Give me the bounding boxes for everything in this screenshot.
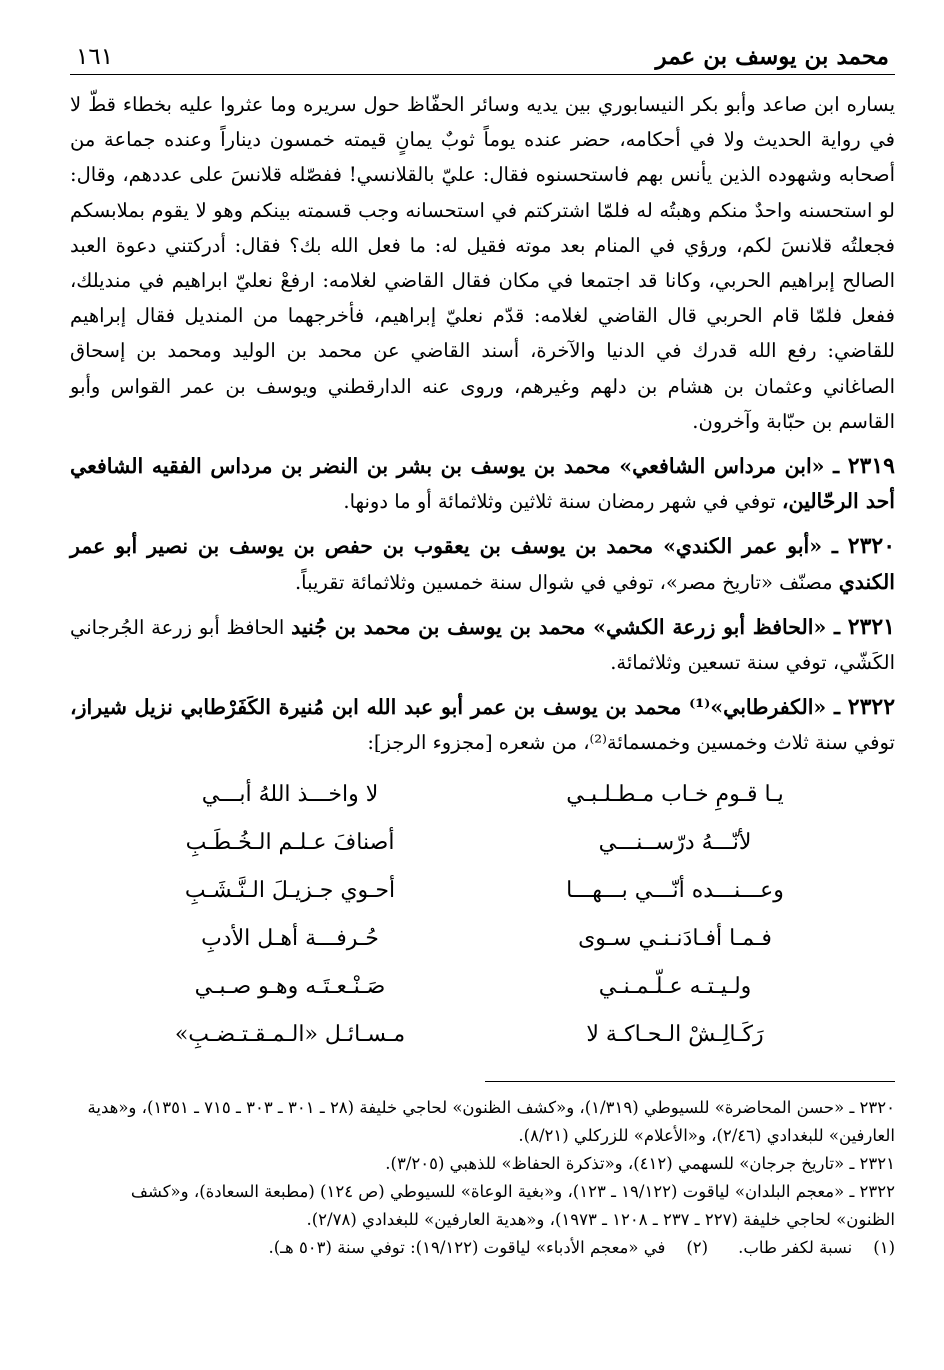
verse-second-half: أحـوي جـزيـلَ الـنَّـشَـبِ	[184, 878, 396, 904]
entry-number: ٢٣٢١	[847, 613, 895, 640]
source-note: ٢٣٢٠ ـ «حسن المحاضرة» للسيوطي (١/٣١٩)، و«كشف الظنون» لحاجي خليفة (٢٨ ـ ٣٠١ ـ ٣٠٣ ـ ٧١٥ ـ ١٣٥١)، و«هدية العارفين» للبغدادي (٢/٤٦)، و«الأعلام» للزركلي (٨/٢١).	[87, 1097, 895, 1145]
entry-text: توفي سنة ثلاث وخمسين وخمسمائة⁽²⁾، من شعره [مجزوء الرجز]:	[367, 731, 895, 755]
entry-lead: «أبو عمر الكندي» محمد بن يوسف بن يعقوب بن حفص بن يوسف بن نصير أبو عمر الكندي	[70, 534, 895, 594]
entry-heading: ٢٣٢٢ ـ «الكفرطابي»⁽¹⁾ محمد بن يوسف بن عمر أبو عبد الله ابن مُنيرة الكَفَرْطابي نزيل شيراز،	[70, 694, 896, 721]
footnote	[268, 1234, 708, 1262]
footnote-text: في «معجم الأدباء» لياقوت (١٩/١٢٢): توفي سنة (٥٠٣ هـ).	[268, 1237, 666, 1257]
entry-text: توفي في شهر رمضان سنة ثلاثين وثلاثمائة أو ما دونها.	[343, 490, 782, 514]
entry-lead: «الحافظ أبو زرعة الكشي» محمد بن يوسف بن محمد بن جُنيد	[291, 614, 827, 639]
poem-verse	[70, 819, 895, 867]
entry-text: مصنّف «تاريخ مصر»، توفي في شوال سنة خمسين وثلاثمائة تقريباً.	[294, 570, 839, 594]
entry-text: الحافظ أبو زرعة الجُرجاني الكَشّي، توفي سنة تسعين وثلاثمائة.	[70, 615, 895, 675]
page-number: ١٦١	[76, 44, 114, 70]
verse-first-half: فـمـا أفـادَنـنـي سـوى	[578, 926, 772, 952]
source-note: ٢٣٢٢ ـ «معجم البلدان» لياقوت (١٩/١٢٢ ـ ١٢٣)، و«بغية الوعاة» للسيوطي (ص ١٢٤) (مطبعة السعادة)، و«كشف الظنون» لحاجي خليفة (٢٢٧ ـ ٢٣٧ ـ ١٢٠٨ ـ ١٩٧٣)، و«هدية العارفين» للبغدادي (٢/٧٨).	[130, 1181, 895, 1229]
poem-verse	[70, 963, 895, 1011]
footnotes	[70, 1234, 895, 1262]
entry-number: ٢٣١٩	[847, 453, 895, 480]
book-page	[70, 30, 895, 1262]
biography-entry	[70, 690, 895, 760]
verse-first-half: لأنّـــهُ درّســنـــي	[598, 830, 752, 856]
notes-divider	[485, 1081, 895, 1082]
verse-first-half: ولـيـتـه عـلّـمـنـي	[598, 974, 752, 1000]
biography-entry	[70, 449, 895, 519]
verse-first-half: يـا قـومِ خـاب مـطـلـبـي	[566, 782, 784, 808]
entry-heading: ٢٣٢٠ ـ «أبو عمر الكندي» محمد بن يوسف بن يعقوب بن حفص بن يوسف بن نصير أبو عمر الكندي	[70, 533, 896, 594]
entry-heading: ٢٣١٩ ـ «ابن مرداس الشافعي» محمد بن يوسف بن بشر بن النضر بن مرداس الفقيه الشافعي أحد الرحّالين،	[70, 453, 895, 514]
footnote-marker: (٢)	[686, 1237, 709, 1257]
poem-verse	[70, 867, 895, 915]
verse-first-half: رَكَـالِـشْ الـحـاكـة لا	[586, 1022, 764, 1048]
verse-second-half: لا واخـــذ اللهُ أبـــي	[201, 782, 379, 808]
entry-lead: «ابن مرداس الشافعي» محمد بن يوسف بن بشر بن النضر بن مرداس الفقيه الشافعي أحد الرحّالين،	[70, 454, 895, 514]
footnote	[738, 1234, 895, 1262]
entry-lead: «الكفرطابي»⁽¹⁾ محمد بن يوسف بن عمر أبو عبد الله ابن مُنيرة الكَفَرْطابي نزيل شيراز،	[70, 695, 827, 720]
verse-first-half: وعـــنـــده أنّـــي بـــهـــا	[566, 878, 784, 904]
main-text	[70, 87, 895, 1059]
running-header	[70, 30, 895, 75]
entry-number: ٢٣٢٢	[847, 694, 896, 721]
verse-second-half: أصنافَ عـلـم الـخُـطَـبِ	[185, 830, 395, 856]
intro-paragraph: يساره ابن صاعد وأبو بكر النيسابوري بين يديه وسائر الحفّاظ حول سريره وما عثروا عليه بخطاء قطّ لا في رواية الحديث ولا في أحكامه، حضر عنده يوماً ثوبٌ يمانٍ قيمته خمسون ديناراً وعنده جماعة من أصحابه وشهوده الذين يأنس بهم فاستحسنوه فقال: عليّ بالقلانسي! ففصّله قلانسَ على عددهم، وقال: لو استحسنه واحدٌ منكم وهبتُه له فلمّا اشتركتم في استحسانه وجب قسمته بينكم وهو لا يقوم بملابسكم فجعلتُه قلانسَ لكم، ورؤي في المنام بعد موته فقيل له: ما فعل الله بك؟ فقال: أدركتني دعوة العبد الصالح إبراهيم الحربي، وكانا قد اجتمعا في مكان فقال القاضي لغلامه: ارفعْ نعليّ ابراهيم في منديلك، ففعل فلمّا قام الحربي قال القاضي لغلامه: قدّم نعليّ إبراهيم، فأخرجهما من المنديل فقال إبراهيم للقاضي: رفع الله قدرك في الدنيا والآخرة، أسند القاضي عن محمد بن الوليد ومحمد بن إسحاق الصاغاني وعثمان بن هشام بن دلهم وغيرهم، وروى عنه الدارقطني ويوسف بن عمر القواس وأبو القاسم بن حبّابة وآخرون.	[70, 93, 895, 433]
running-title: محمد بن يوسف بن عمر	[655, 43, 889, 70]
poem	[70, 771, 895, 1059]
biography-entry	[70, 529, 895, 599]
entry-number: ٢٣٢٠	[847, 533, 896, 560]
verse-second-half: مـسـائـل «الـمـقـتـضـبِ»	[174, 1022, 406, 1048]
source-note: ٢٣٢١ ـ «تاريخ جرجان» للسهمي (٤١٢)، و«تذكرة الحفاظ» للذهبي (٣/٢٠٥).	[385, 1153, 895, 1173]
poem-verse	[70, 1011, 895, 1059]
biography-entry	[70, 610, 895, 680]
entry-heading: ٢٣٢١ ـ «الحافظ أبو زرعة الكشي» محمد بن يوسف بن محمد بن جُنيد	[291, 613, 895, 640]
poem-verse	[70, 915, 895, 963]
poem-verse	[70, 771, 895, 819]
verse-second-half: حُـرفـــة أهـل الأدبِ	[201, 926, 379, 952]
footnote-text: نسبة لكفر طاب.	[738, 1237, 853, 1257]
verse-second-half: صَـنْـعـتَـه وهـو صـبـي	[194, 974, 386, 1000]
source-notes	[70, 1094, 895, 1262]
footnote-marker: (١)	[873, 1237, 895, 1257]
